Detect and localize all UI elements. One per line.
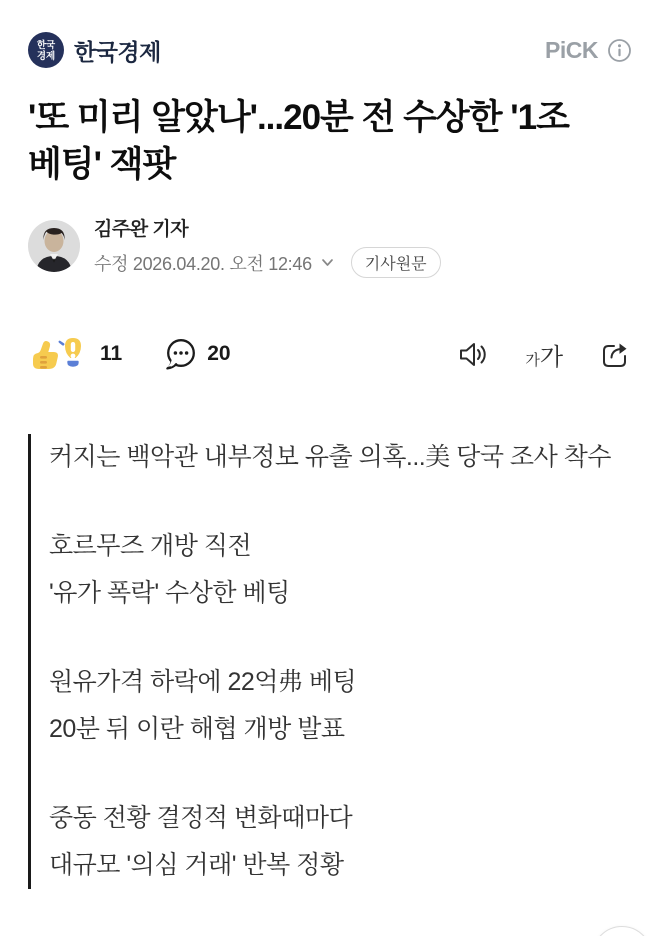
reporter-name[interactable]: 김주완 기자 — [94, 219, 189, 240]
comment-bubble-icon — [162, 336, 199, 373]
byline — [28, 214, 632, 278]
pick-badge — [545, 37, 632, 64]
summary-paragraph — [49, 659, 632, 753]
date-row — [94, 247, 441, 278]
publisher-name: 한국경제 — [74, 38, 161, 65]
summary-line: 대규모 '의심 거래' 반복 정황 — [49, 851, 344, 879]
font-size-small-glyph: 가 — [525, 351, 540, 369]
summary-paragraph — [49, 795, 632, 889]
reaction-button[interactable] — [28, 334, 92, 374]
original-article-button[interactable]: 기사원문 — [351, 247, 441, 278]
comment-button[interactable] — [162, 336, 230, 373]
font-size-large-glyph: 가 — [539, 343, 563, 371]
reaction-count[interactable]: 11 — [100, 342, 123, 365]
summary-paragraph — [49, 523, 632, 617]
pick-label: PiCK — [545, 36, 598, 63]
comment-count: 20 — [207, 342, 231, 365]
share-icon[interactable] — [599, 338, 632, 371]
byline-info — [94, 214, 441, 278]
updated-timestamp: 수정 2026.04.20. 오전 12:46 — [94, 253, 312, 274]
engagement-right — [456, 337, 632, 372]
chevron-down-icon[interactable] — [320, 255, 335, 270]
summary-line: '유가 폭락' 수상한 베팅 — [49, 579, 290, 607]
summary-line: 호르무즈 개방 직전 — [49, 532, 252, 560]
svg-text:한국: 한국 — [36, 40, 56, 51]
summary-line: 중동 전황 결정적 변화때마다 — [49, 804, 353, 832]
summary-line: 20분 뒤 이란 해협 개방 발표 — [49, 715, 345, 743]
font-size-button[interactable] — [525, 337, 563, 372]
engagement-bar — [28, 332, 632, 376]
engagement-left — [28, 334, 231, 374]
tts-speaker-icon[interactable] — [456, 338, 489, 371]
article-body — [28, 434, 632, 889]
summary-paragraph — [49, 434, 632, 481]
publisher-logo-icon — [28, 32, 64, 68]
reporter-avatar[interactable] — [28, 220, 80, 272]
summary-line: 커지는 백악관 내부정보 유출 의혹...美 당국 조사 착수 — [49, 443, 611, 471]
exclamation-reaction-icon — [54, 334, 92, 372]
header — [28, 0, 632, 70]
lead-summary-quote — [28, 434, 632, 889]
article-headline: '또 미리 알았나'...20분 전 수상한 '1조 베팅' 잭팟 — [28, 98, 569, 184]
summary-line: 원유가격 하락에 22억弗 베팅 — [49, 668, 357, 696]
svg-text:경제: 경제 — [36, 51, 56, 62]
scroll-top-button[interactable] — [592, 926, 652, 936]
info-icon[interactable] — [607, 38, 632, 63]
publisher-link[interactable] — [28, 32, 161, 68]
